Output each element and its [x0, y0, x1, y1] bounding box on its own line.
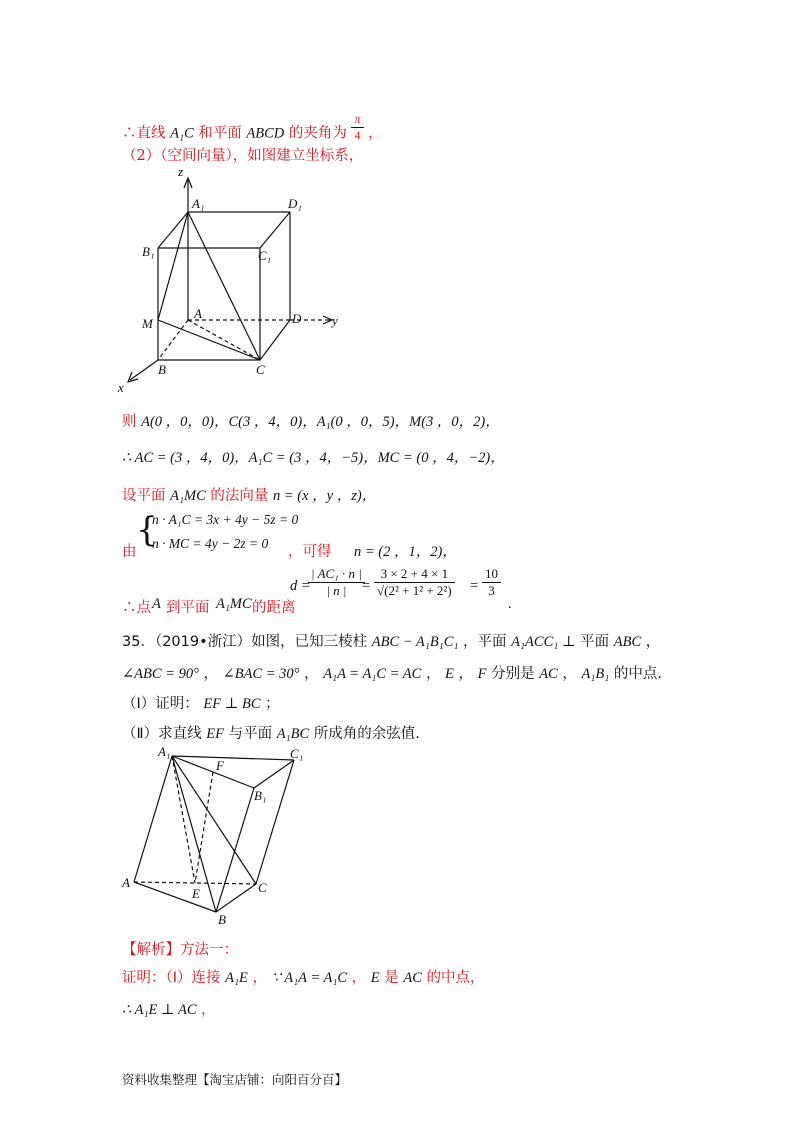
label-y: y [332, 313, 338, 328]
text: ，平面 [463, 634, 507, 650]
label-a1: A₁ [158, 744, 171, 759]
label-x: x [118, 380, 124, 395]
fraction-2 [374, 566, 455, 599]
x-axis [130, 360, 158, 380]
label-d1: D₁ [288, 196, 302, 211]
text: 是 [384, 970, 399, 986]
math-d: d = [290, 578, 311, 594]
label-c1: C₁ [290, 746, 304, 761]
label-f: F [216, 758, 224, 773]
figure-triangular-prism [118, 742, 318, 928]
label-e: E [192, 886, 200, 901]
text: 与平面 [228, 726, 273, 742]
system-block [122, 508, 602, 558]
den: 3 [488, 583, 495, 598]
math-prism: ABC − A₁B₁C₁ [371, 634, 459, 650]
segment-a1m [158, 212, 188, 320]
equation-1: n · A₁C = 3x + 4y − 5z = 0 [152, 512, 299, 527]
math-ef: EF [206, 726, 224, 742]
coordinates-line [122, 410, 500, 431]
figure-cube-coordinate-system [110, 160, 350, 400]
text-you: 由 [122, 544, 137, 560]
num: 3 × 2 + 4 × 1 [374, 566, 455, 583]
math-plane: A₁ACC₁ ⊥ [511, 634, 576, 650]
text: 35．（2019•浙江）如图，已知三棱柱 [122, 634, 368, 650]
text: ， [425, 666, 441, 682]
math-equal-lengths: A₁A = A₁C = AC [323, 666, 422, 682]
math-abcd: ABCD [246, 125, 285, 142]
math-ac: AC [403, 970, 422, 986]
math-a1c: A₁C [170, 125, 194, 142]
text: ∴直线 [122, 125, 166, 142]
part-2-heading: （2）（空间向量），如图建立坐标系， [122, 148, 364, 164]
math-angle-abc: ∠ABC = 90° [122, 666, 199, 682]
math-ac: AC [539, 666, 558, 682]
math-a1e-perp-ac: ∴ A₁E ⊥ AC [122, 1002, 197, 1018]
label-b1: B₁ [254, 788, 267, 803]
text: 所成角的余弦值. [313, 726, 420, 742]
edge-c1c [256, 760, 294, 884]
num: π [351, 112, 363, 128]
math-f: F [477, 666, 487, 682]
text: （Ⅱ）求直线 [122, 726, 202, 742]
math-n: n = (x ，y ，z)， [272, 488, 377, 504]
math-plane: A₁MC [216, 596, 252, 612]
text: 和平面 [198, 125, 242, 142]
edge-b1b [216, 788, 254, 912]
math-a1bc: A₁BC [276, 726, 310, 742]
text: 平面 [580, 634, 610, 650]
equation-2: n · MC = 4y − 2z = 0 [152, 536, 269, 551]
text: ， [458, 666, 474, 682]
text: 的中点， [426, 970, 485, 986]
edge-bc [216, 884, 256, 912]
math-a1b1: A₁B₁ [581, 666, 610, 682]
edge-b1c1 [254, 760, 294, 788]
text: ， [368, 125, 383, 142]
text: ， [304, 666, 319, 682]
distance-line [122, 566, 602, 616]
text-kede: ，可得 [288, 544, 332, 560]
math-vectors: ∴ AC = (3 ，4，0)，A₁C = (3 ，4，−5)，MC = (0 ，4，−2)， [122, 450, 505, 466]
period: . [508, 596, 512, 612]
edge-cd [260, 320, 290, 360]
math-e: E [445, 666, 454, 682]
text: 的夹角为 [288, 125, 347, 142]
normal-vector-line [122, 484, 376, 505]
fraction-1 [308, 566, 365, 599]
vectors-line [122, 446, 505, 467]
label-b: B [158, 362, 166, 377]
equals-2: = [470, 578, 479, 594]
label-a: A [194, 306, 202, 321]
proof-line-1 [122, 966, 485, 987]
proof-line-2 [122, 998, 216, 1019]
text: ， [201, 1002, 216, 1018]
brace: { [136, 510, 158, 550]
math-equal: ∵ A₁A = A₁C [271, 970, 348, 986]
text: ， [351, 970, 367, 986]
math-e: E [370, 970, 380, 986]
den: √(2² + 1² + 2²) [377, 583, 452, 598]
edge-c1d1 [260, 212, 290, 248]
segment-a1e-dashed [172, 756, 195, 883]
segment-a1c [188, 212, 260, 360]
label-a: A [122, 875, 130, 890]
label-b: B [218, 912, 226, 927]
q35-line-2 [122, 662, 662, 683]
solution-heading: 【解析】方法一： [122, 942, 238, 958]
text: ， [645, 634, 661, 650]
text: 的中点. [613, 666, 662, 682]
fraction-pi-over-4 [351, 112, 363, 143]
math-ef-perp-bc: EF ⊥ BC [203, 696, 261, 712]
segment-fe-dashed [195, 772, 213, 883]
math-abc: ABC [613, 634, 642, 650]
text: ； [265, 696, 280, 712]
label-a1: A₁ [192, 196, 205, 211]
edge-ab [134, 882, 216, 912]
text: 到平面 [166, 600, 210, 616]
den: 4 [354, 128, 361, 142]
math-a: A [152, 596, 161, 612]
math-angle-bac: ∠BAC = 30° [222, 666, 300, 682]
q35-part-2 [122, 722, 420, 743]
text: 分别是 [491, 666, 535, 682]
text: ∴点 [122, 600, 151, 616]
label-m: M [142, 316, 153, 331]
label-c: C [258, 880, 267, 895]
label-c1: C₁ [258, 248, 272, 263]
segment-ac-dashed [188, 320, 260, 360]
math-plane: A₁MC [170, 488, 206, 504]
edge-a1c1 [172, 756, 294, 760]
q35-part-1 [122, 692, 280, 713]
page-footer: 资料收集整理【淘宝店铺：向阳百分百】 [122, 1072, 348, 1087]
fraction-3 [482, 566, 501, 599]
equals-1: = [362, 578, 371, 594]
math-n-result: n = (2 ，1，2)， [354, 544, 457, 560]
x-arrow [128, 372, 138, 382]
label-c: C [256, 362, 265, 377]
text: 证明：（Ⅰ）连接 [122, 970, 221, 986]
q35-line-1 [122, 630, 660, 651]
label-d: D [292, 311, 302, 326]
text: 则 [122, 414, 137, 430]
den: | n | [326, 583, 347, 598]
label-b1: B₁ [142, 244, 155, 259]
segment-a1c [172, 756, 256, 884]
label-z: z [178, 164, 184, 179]
text: 的距离 [252, 600, 296, 616]
text: ， [252, 970, 268, 986]
text: ， [203, 666, 218, 682]
text: 设平面 [122, 488, 166, 504]
text: 的法向量 [210, 488, 269, 504]
text: （Ⅰ）证明： [122, 696, 199, 712]
math-coordinates: A(0 ，0，0)，C(3 ，4，0)，A₁(0 ，0，5)，M(3 ，0，2)， [141, 414, 500, 430]
edge-a1a [134, 756, 172, 882]
text: ， [562, 666, 577, 682]
num: 10 [482, 566, 501, 583]
math-a1e: A₁E [225, 970, 248, 986]
num: | AC₁ · n | [308, 566, 365, 583]
